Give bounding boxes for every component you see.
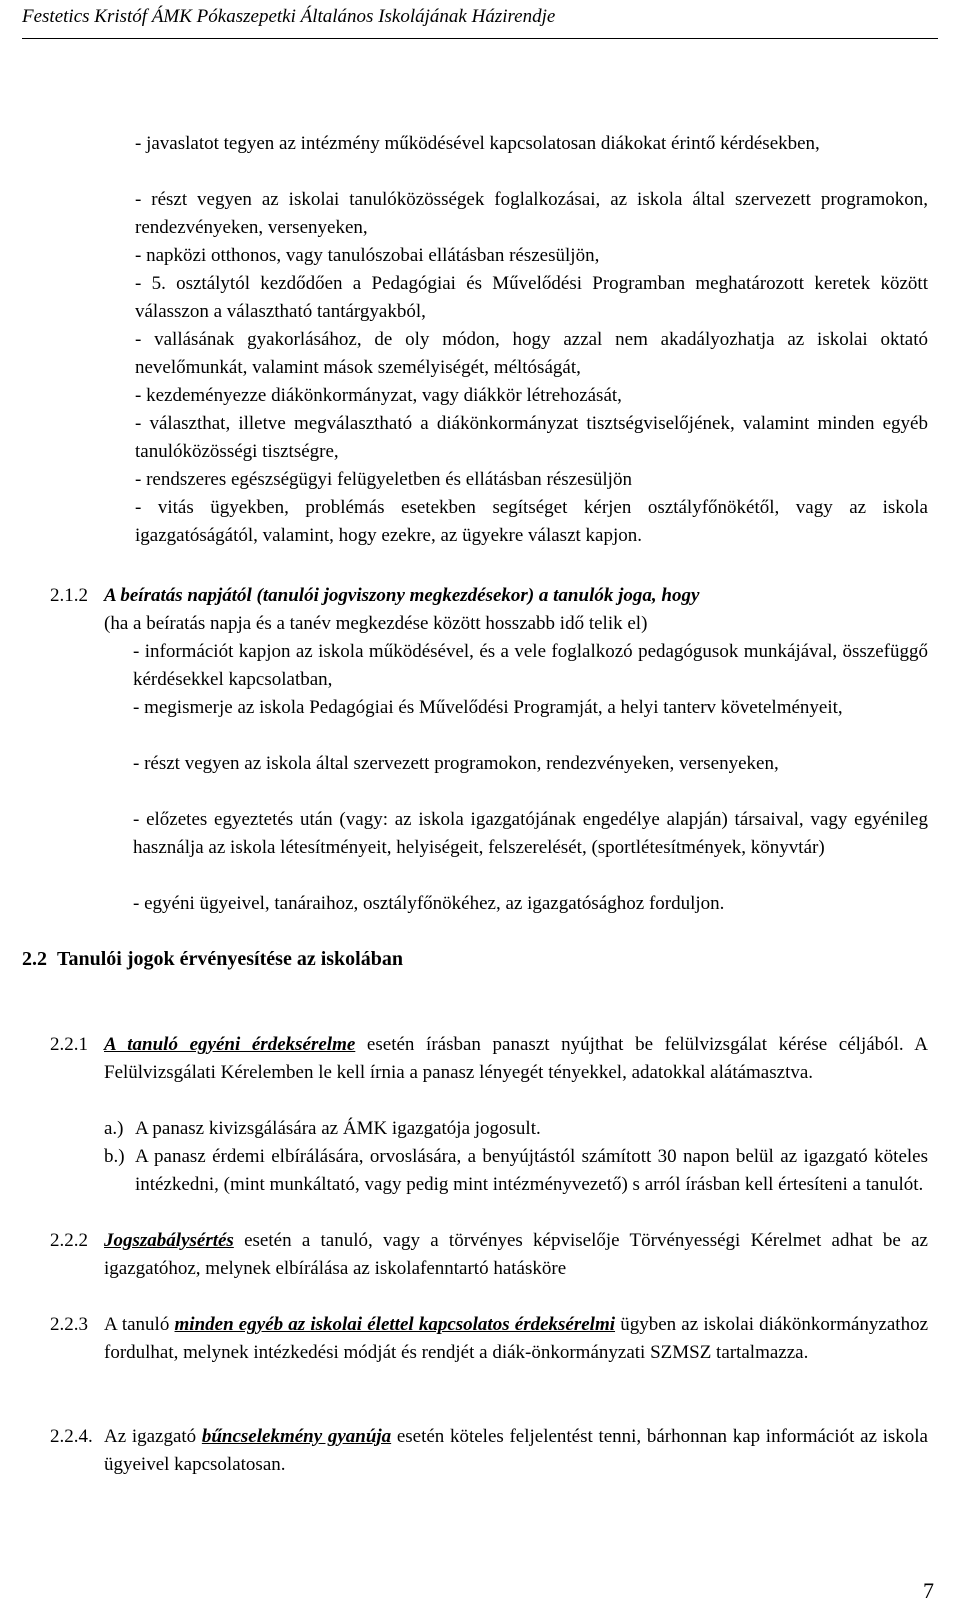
list-label: a.): [104, 1118, 124, 1139]
section-number: 2.1.2: [50, 585, 88, 606]
emphasis-text: minden egyéb az iskolai élettel kapcsolatos érdeksérelmi: [174, 1314, 616, 1335]
paragraph-text: esetén köteles feljelentést tenni, bárhonnan kap információt az iskola ügyeivel kapcsolatosan.: [104, 1426, 928, 1476]
section-number: 2.2.4.: [50, 1426, 93, 1447]
rights-item: - 5. osztálytól kezdődően a Pedagógiai és Művelődési Programban meghatározott keretek között válasszon a választható tantárgyakból,: [135, 273, 928, 323]
section-item: - előzetes egyeztetés után (vagy: az iskola igazgatójának engedélye alapján) társaival, vagy egyénileg használja az iskola létesítményeit, helyiségeit, felszerelését, (sportlétesítmények, könyvtár): [133, 809, 928, 859]
section-number: 2.2.2: [50, 1230, 88, 1251]
rights-item: - napközi otthonos, vagy tanulószobai ellátásban részesüljön,: [135, 245, 600, 266]
page-header-title: Festetics Kristóf ÁMK Pókaszepetki Általános Iskolájának Házirendje: [22, 6, 556, 27]
header-divider: [22, 38, 938, 39]
section-paragraph: [104, 1423, 928, 1479]
section-item: - részt vegyen az iskola által szervezett programokon, rendezvényeken, versenyeken,: [133, 753, 779, 774]
rights-item: - javaslatot tegyen az intézmény működésével kapcsolatosan diákokat érintő kérdésekben,: [135, 133, 820, 154]
section-paragraph: [104, 1311, 928, 1367]
paragraph-text: A tanuló: [104, 1314, 175, 1335]
paragraph-text: esetén a tanuló, vagy a törvényes képviselője Törvényességi Kérelmet adhat be az igazgatóhoz, melynek elbírálása az iskolafenntartó hatásköre: [104, 1230, 928, 1280]
section-intro: (ha a beíratás napja és a tanév megkezdése között hosszabb idő telik el): [104, 613, 648, 634]
rights-item: - választhat, illetve megválasztható a diákönkormányzat tisztségviselőjének, valamint minden egyéb tanulóközösségi tisztségre,: [135, 413, 928, 463]
page-number: 7: [923, 1578, 934, 1603]
list-item: A panasz kivizsgálására az ÁMK igazgatója jogosult.: [135, 1118, 541, 1139]
section-heading-title: Tanulói jogok érvényesítése az iskolában: [57, 948, 403, 970]
section-number: 2.2.3: [50, 1314, 88, 1335]
emphasis-text: bűncselekmény gyanúja: [201, 1426, 392, 1447]
list-item: A panasz érdemi elbírálására, orvoslására, a benyújtástól számított 30 napon belül az igazgató köteles intézkedni, (mint munkáltató, vagy pedig mint intézményvezető) s arról írásban kell értesíteni a tanulót.: [135, 1146, 928, 1196]
section-paragraph: [104, 1227, 928, 1283]
section-item: - információt kapjon az iskola működésével, és a vele foglalkozó pedagógusok munkájával, összefüggő kérdésekkel kapcsolatban,: [133, 641, 928, 691]
paragraph-text: Az igazgató: [104, 1426, 202, 1447]
rights-item: - kezdeményezze diákönkormányzat, vagy diákkör létrehozását,: [135, 385, 622, 406]
rights-item: - vallásának gyakorlásához, de oly módon, hogy azzal nem akadályozhatja az iskolai oktató nevelőmunkát, valamint mások személyiségét, méltóságát,: [135, 329, 928, 379]
emphasis-text: Jogszabálysértés: [104, 1230, 234, 1251]
section-heading: [22, 948, 403, 971]
section-item: - megismerje az iskola Pedagógiai és Művelődési Programját, a helyi tanterv követelményeit,: [133, 697, 843, 718]
rights-item: - vitás ügyekben, problémás esetekben segítséget kérjen osztályfőnökétől, vagy az iskola igazgatóságától, valamint, hogy ezekre, az ügyekre választ kapjon.: [135, 497, 928, 547]
list-label: b.): [104, 1146, 125, 1167]
paragraph-text: esetén írásban panaszt nyújthat be felülvizsgálat kérése céljából. A Felülvizsgálati Kérelemben le kell írnia a panasz lényegét tényekkel, adatokkal alátámasztva.: [104, 1034, 928, 1084]
section-heading-number: 2.2: [22, 948, 47, 970]
rights-item: - rendszeres egészségügyi felügyeletben és ellátásban részesüljön: [135, 469, 632, 490]
section-title: A beíratás napjától (tanulói jogviszony megkezdésekor) a tanulók joga, hogy: [104, 585, 700, 606]
paragraph-text: ügyben az iskolai diákönkormányzathoz fordulhat, melynek intézkedési módját és rendjét a diák-önkormányzati SZMSZ tartalmazza.: [104, 1314, 929, 1364]
section-number: 2.2.1: [50, 1034, 88, 1055]
emphasis-text: A tanuló egyéni érdeksérelme: [104, 1034, 356, 1055]
section-paragraph: [104, 1031, 928, 1087]
rights-item: - részt vegyen az iskolai tanulóközösségek foglalkozásai, az iskola által szervezett programokon, rendezvényeken, versenyeken,: [135, 189, 928, 239]
section-item: - egyéni ügyeivel, tanáraihoz, osztályfőnökéhez, az igazgatósághoz forduljon.: [133, 893, 725, 914]
